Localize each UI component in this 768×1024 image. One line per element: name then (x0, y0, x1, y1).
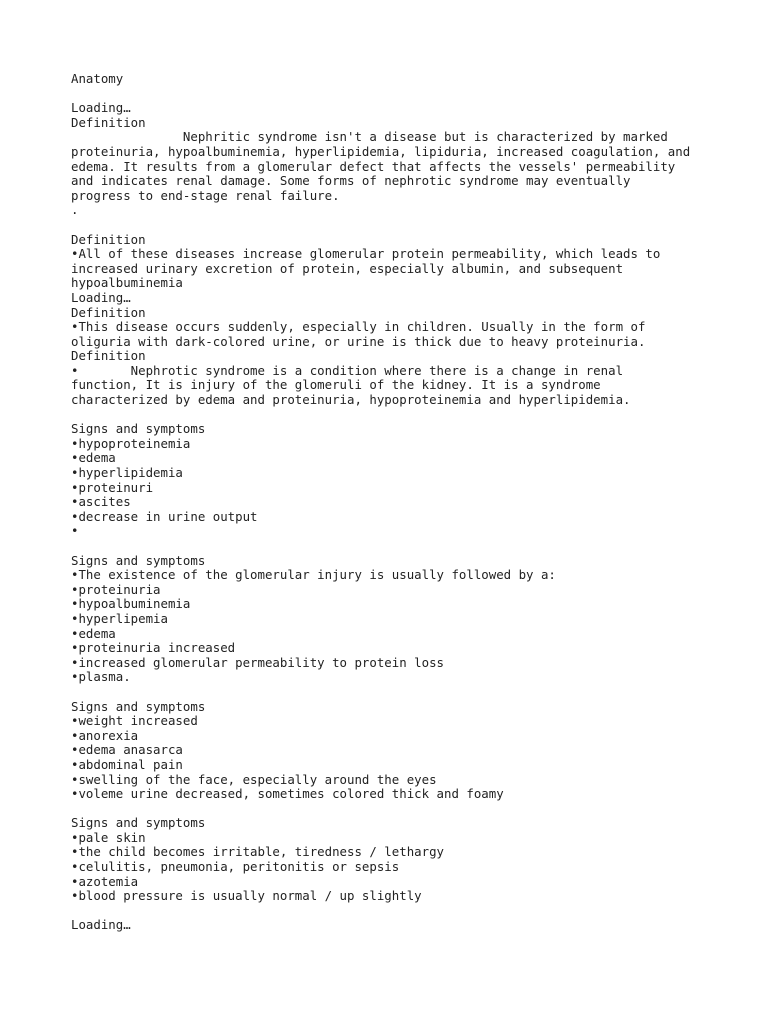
bullet-line: •hyperlipemia (71, 610, 168, 626)
paragraph-line: Nephritic syndrome isn't a disease but is characterized by marked (71, 129, 668, 145)
section-heading-signs: Signs and symptoms (71, 421, 206, 437)
bullet-line: •voleme urine decreased, sometimes colored thick and foamy (71, 786, 504, 802)
bullet-line: •hypoalbuminemia (71, 596, 191, 612)
section-heading-signs: Signs and symptoms (71, 552, 206, 568)
blank-line (71, 685, 751, 700)
blank-line (71, 904, 751, 919)
bullet-line: •proteinuria (71, 581, 161, 597)
bullet-line: •swelling of the face, especially around the eyes (71, 771, 437, 787)
loading-text: Loading… (71, 917, 131, 933)
bullet-line: •abdominal pain (71, 756, 183, 772)
bullet-line: •All of these diseases increase glomerular protein permeability, which leads to (71, 246, 661, 262)
loading-text: Loading… (71, 100, 131, 116)
blank-line (71, 539, 751, 554)
bullet-line: •decrease in urine output (71, 508, 258, 524)
paragraph-line: . (71, 202, 79, 218)
paragraph-line: oliguria with dark-colored urine, or urine is thick due to heavy proteinuria. (71, 333, 646, 349)
bullet-line: • (71, 523, 79, 539)
section-heading-definition: Definition (71, 304, 146, 320)
bullet-line: •edema (71, 450, 116, 466)
bullet-line: •plasma. (71, 669, 131, 685)
bullet-line: •blood pressure is usually normal / up slightly (71, 888, 422, 904)
section-heading-signs: Signs and symptoms (71, 698, 206, 714)
bullet-line: •anorexia (71, 727, 139, 743)
bullet-line: •celulitis, pneumonia, peritonitis or sepsis (71, 859, 400, 875)
section-heading-signs: Signs and symptoms (71, 815, 206, 831)
loading-text: Loading… (71, 289, 131, 305)
bullet-line: •edema (71, 625, 116, 641)
paragraph-line: hypoalbuminemia (71, 275, 183, 291)
blank-line (71, 408, 751, 423)
bullet-line: •edema anasarca (71, 742, 183, 758)
bullet-line: •increased glomerular permeability to protein loss (71, 654, 444, 670)
bullet-line: •the child becomes irritable, tiredness / lethargy (71, 844, 444, 860)
paragraph-line: function, It is injury of the glomeruli of the kidney. It is a syndrome (71, 377, 601, 393)
section-heading-definition: Definition (71, 348, 146, 364)
bullet-line: •proteinuri (71, 479, 154, 495)
bullet-line: •The existence of the glomerular injury is usually followed by a: (71, 567, 556, 583)
paragraph-line: proteinuria, hypoalbuminemia, hyperlipidemia, lipiduria, increased coagulation, and (71, 143, 691, 159)
paragraph-line: characterized by edema and proteinuria, hypoproteinemia and hyperlipidemia. (71, 392, 631, 408)
document-body (71, 72, 751, 933)
paragraph-line: increased urinary excretion of protein, especially albumin, and subsequent (71, 260, 624, 276)
blank-line (71, 218, 751, 233)
section-heading-definition: Definition (71, 231, 146, 247)
blank-line (71, 802, 751, 817)
bullet-line: •pale skin (71, 829, 146, 845)
heading-anatomy: Anatomy (71, 71, 124, 86)
bullet-line: •hyperlipidemia (71, 465, 183, 481)
paragraph-line: progress to end-stage renal failure. (71, 187, 340, 203)
bullet-line: • Nephrotic syndrome is a condition where there is a change in renal (71, 362, 624, 378)
bullet-line: •hypoproteinemia (71, 435, 191, 451)
paragraph-line: and indicates renal damage. Some forms of nephrotic syndrome may eventually (71, 173, 631, 189)
bullet-line: •ascites (71, 494, 131, 510)
bullet-line: •azotemia (71, 873, 139, 889)
paragraph-line: edema. It results from a glomerular defect that affects the vessels' permeability (71, 158, 676, 174)
section-heading-definition: Definition (71, 114, 146, 130)
blank-line (71, 87, 751, 102)
bullet-line: •This disease occurs suddenly, especially in children. Usually in the form of (71, 319, 646, 335)
bullet-line: •weight increased (71, 713, 198, 729)
bullet-line: •proteinuria increased (71, 640, 236, 656)
